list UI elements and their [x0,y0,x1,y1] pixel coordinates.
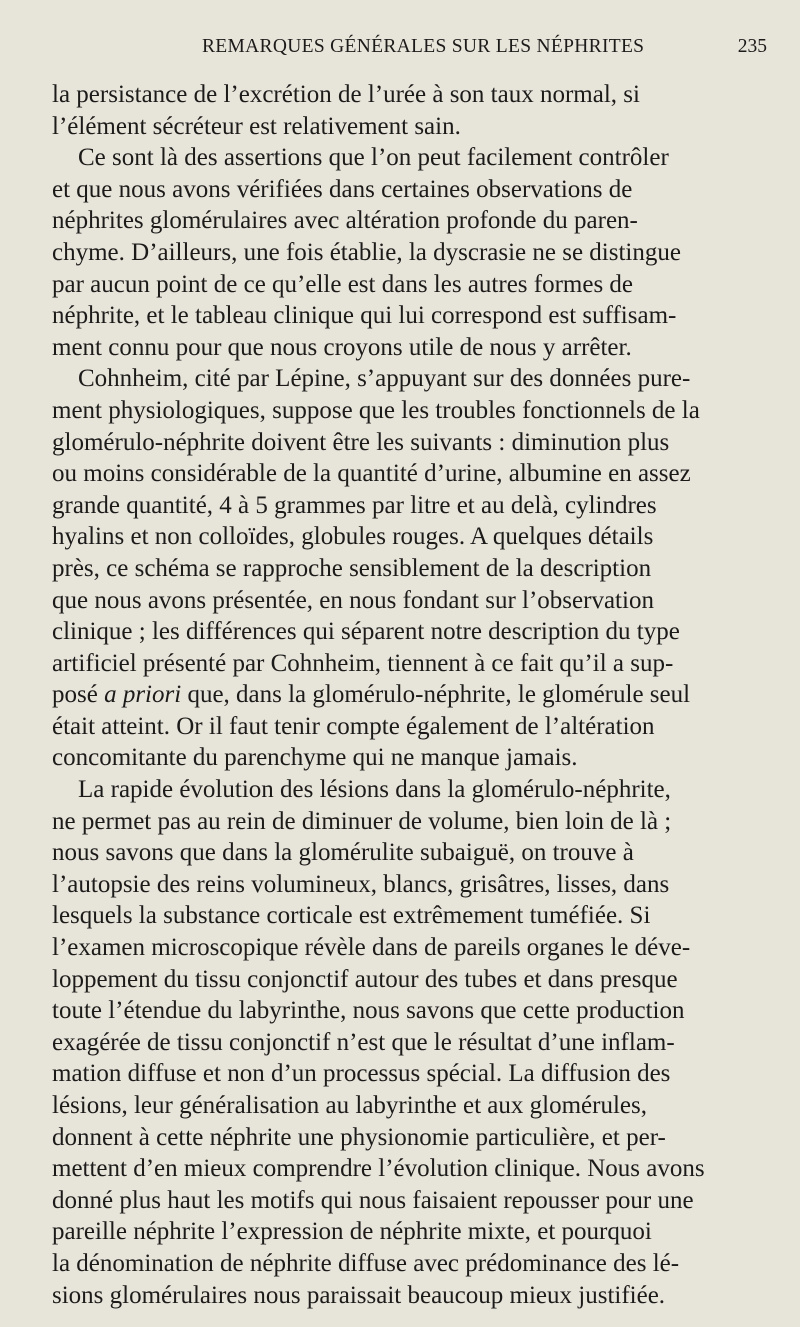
text-line: donnent à cette néphrite une physionomie particulière, et per- [52,1123,666,1151]
text-line: pareille néphrite l’expression de néphrite mixte, et pourquoi [52,1218,652,1246]
text-line [52,679,752,711]
text-line: la persistance de l’excrétion de l’urée à son taux normal, si [52,81,640,108]
text-line: ou moins considérable de la quantité d’urine, albumine en assez [52,460,691,488]
text-line: ment physiologiques, suppose que les troubles fonctionnels de la [52,396,700,424]
page-number: 235 [737,36,767,57]
text-line: nous savons que dans la glomérulite subaiguë, on trouve à [52,839,634,867]
text-line: loppement du tissu conjonctif autour des tubes et dans presque [52,965,678,993]
text-fragment: posé [52,681,98,709]
body-text [52,79,752,1311]
text-line: néphrites glomérulaires avec altération profonde du paren- [52,207,638,235]
text-line: ne permet pas au rein de diminuer de volume, bien loin de là ; [52,807,672,835]
text-line: artificiel présenté par Cohnheim, tiennent à ce fait qu’il a sup- [52,649,674,677]
text-line: hyalins et non colloïdes, globules rouges. A quelques détails [52,523,654,551]
text-line: lesquels la substance corticale est extrêmement tuméfiée. Si [52,902,651,930]
text-line: Cohnheim, cité par Lépine, s’appuyant sur des données pure- [78,365,691,393]
text-line: était atteint. Or il faut tenir compte également de l’altération [52,712,655,740]
text-line: La rapide évolution des lésions dans la glomérulo-néphrite, [78,776,671,804]
text-line: l’examen microscopique révèle dans de pareils organes le déve- [52,934,691,962]
text-line: que nous avons présentée, en nous fondant sur l’observation [52,586,654,614]
text-line: sions glomérulaires nous paraissait beaucoup mieux justifiée. [52,1281,666,1309]
text-line: chyme. D’ailleurs, une fois établie, la dyscrasie ne se distingue [52,238,681,266]
text-line: l’élément sécréteur est relativement sain. [52,112,461,140]
text-line: lésions, leur généralisation au labyrinthe et aux glomérules, [52,1092,647,1119]
text-line: grande quantité, 4 à 5 grammes par litre et au delà, cylindres [52,491,657,519]
text-line: mettent d’en mieux comprendre l’évolution clinique. Nous avons [52,1155,705,1183]
text-line: donné plus haut les motifs qui nous faisaient repousser pour une [52,1186,694,1214]
text-fragment: que, dans la glomérulo-néphrite, le glomérule seul [187,681,691,709]
text-line: toute l’étendue du labyrinthe, nous savons que cette production [52,997,685,1025]
text-line: clinique ; les différences qui séparent notre description du type [52,618,680,646]
text-line: la dénomination de néphrite diffuse avec prédominance des lé- [52,1249,680,1277]
text-line: néphrite, et le tableau clinique qui lui correspond est suffisam- [52,302,677,330]
italic-phrase: a priori [104,681,182,709]
text-line: par aucun point de ce qu’elle est dans les autres formes de [52,270,634,298]
text-line: ment connu pour que nous croyons utile de nous y arrêter. [52,333,632,361]
text-line: exagérée de tissu conjonctif n’est que le résultat d’une inflam- [52,1028,675,1056]
text-line: glomérulo-néphrite doivent être les suivants : diminution plus [52,428,670,456]
running-header: REMARQUES GÉNÉRALES SUR LES NÉPHRITES [202,36,645,57]
text-line: et que nous avons vérifiées dans certaines observations de [52,175,633,203]
text-line: près, ce schéma se rapproche sensiblement de la description [52,554,652,582]
text-line: mation diffuse et non d’un processus spécial. La diffusion des [52,1060,671,1088]
text-line: l’autopsie des reins volumineux, blancs, grisâtres, lisses, dans [52,870,670,898]
text-line: Ce sont là des assertions que l’on peut facilement contrôler [78,144,669,172]
text-line: concomitante du parenchyme qui ne manque jamais. [52,744,578,772]
